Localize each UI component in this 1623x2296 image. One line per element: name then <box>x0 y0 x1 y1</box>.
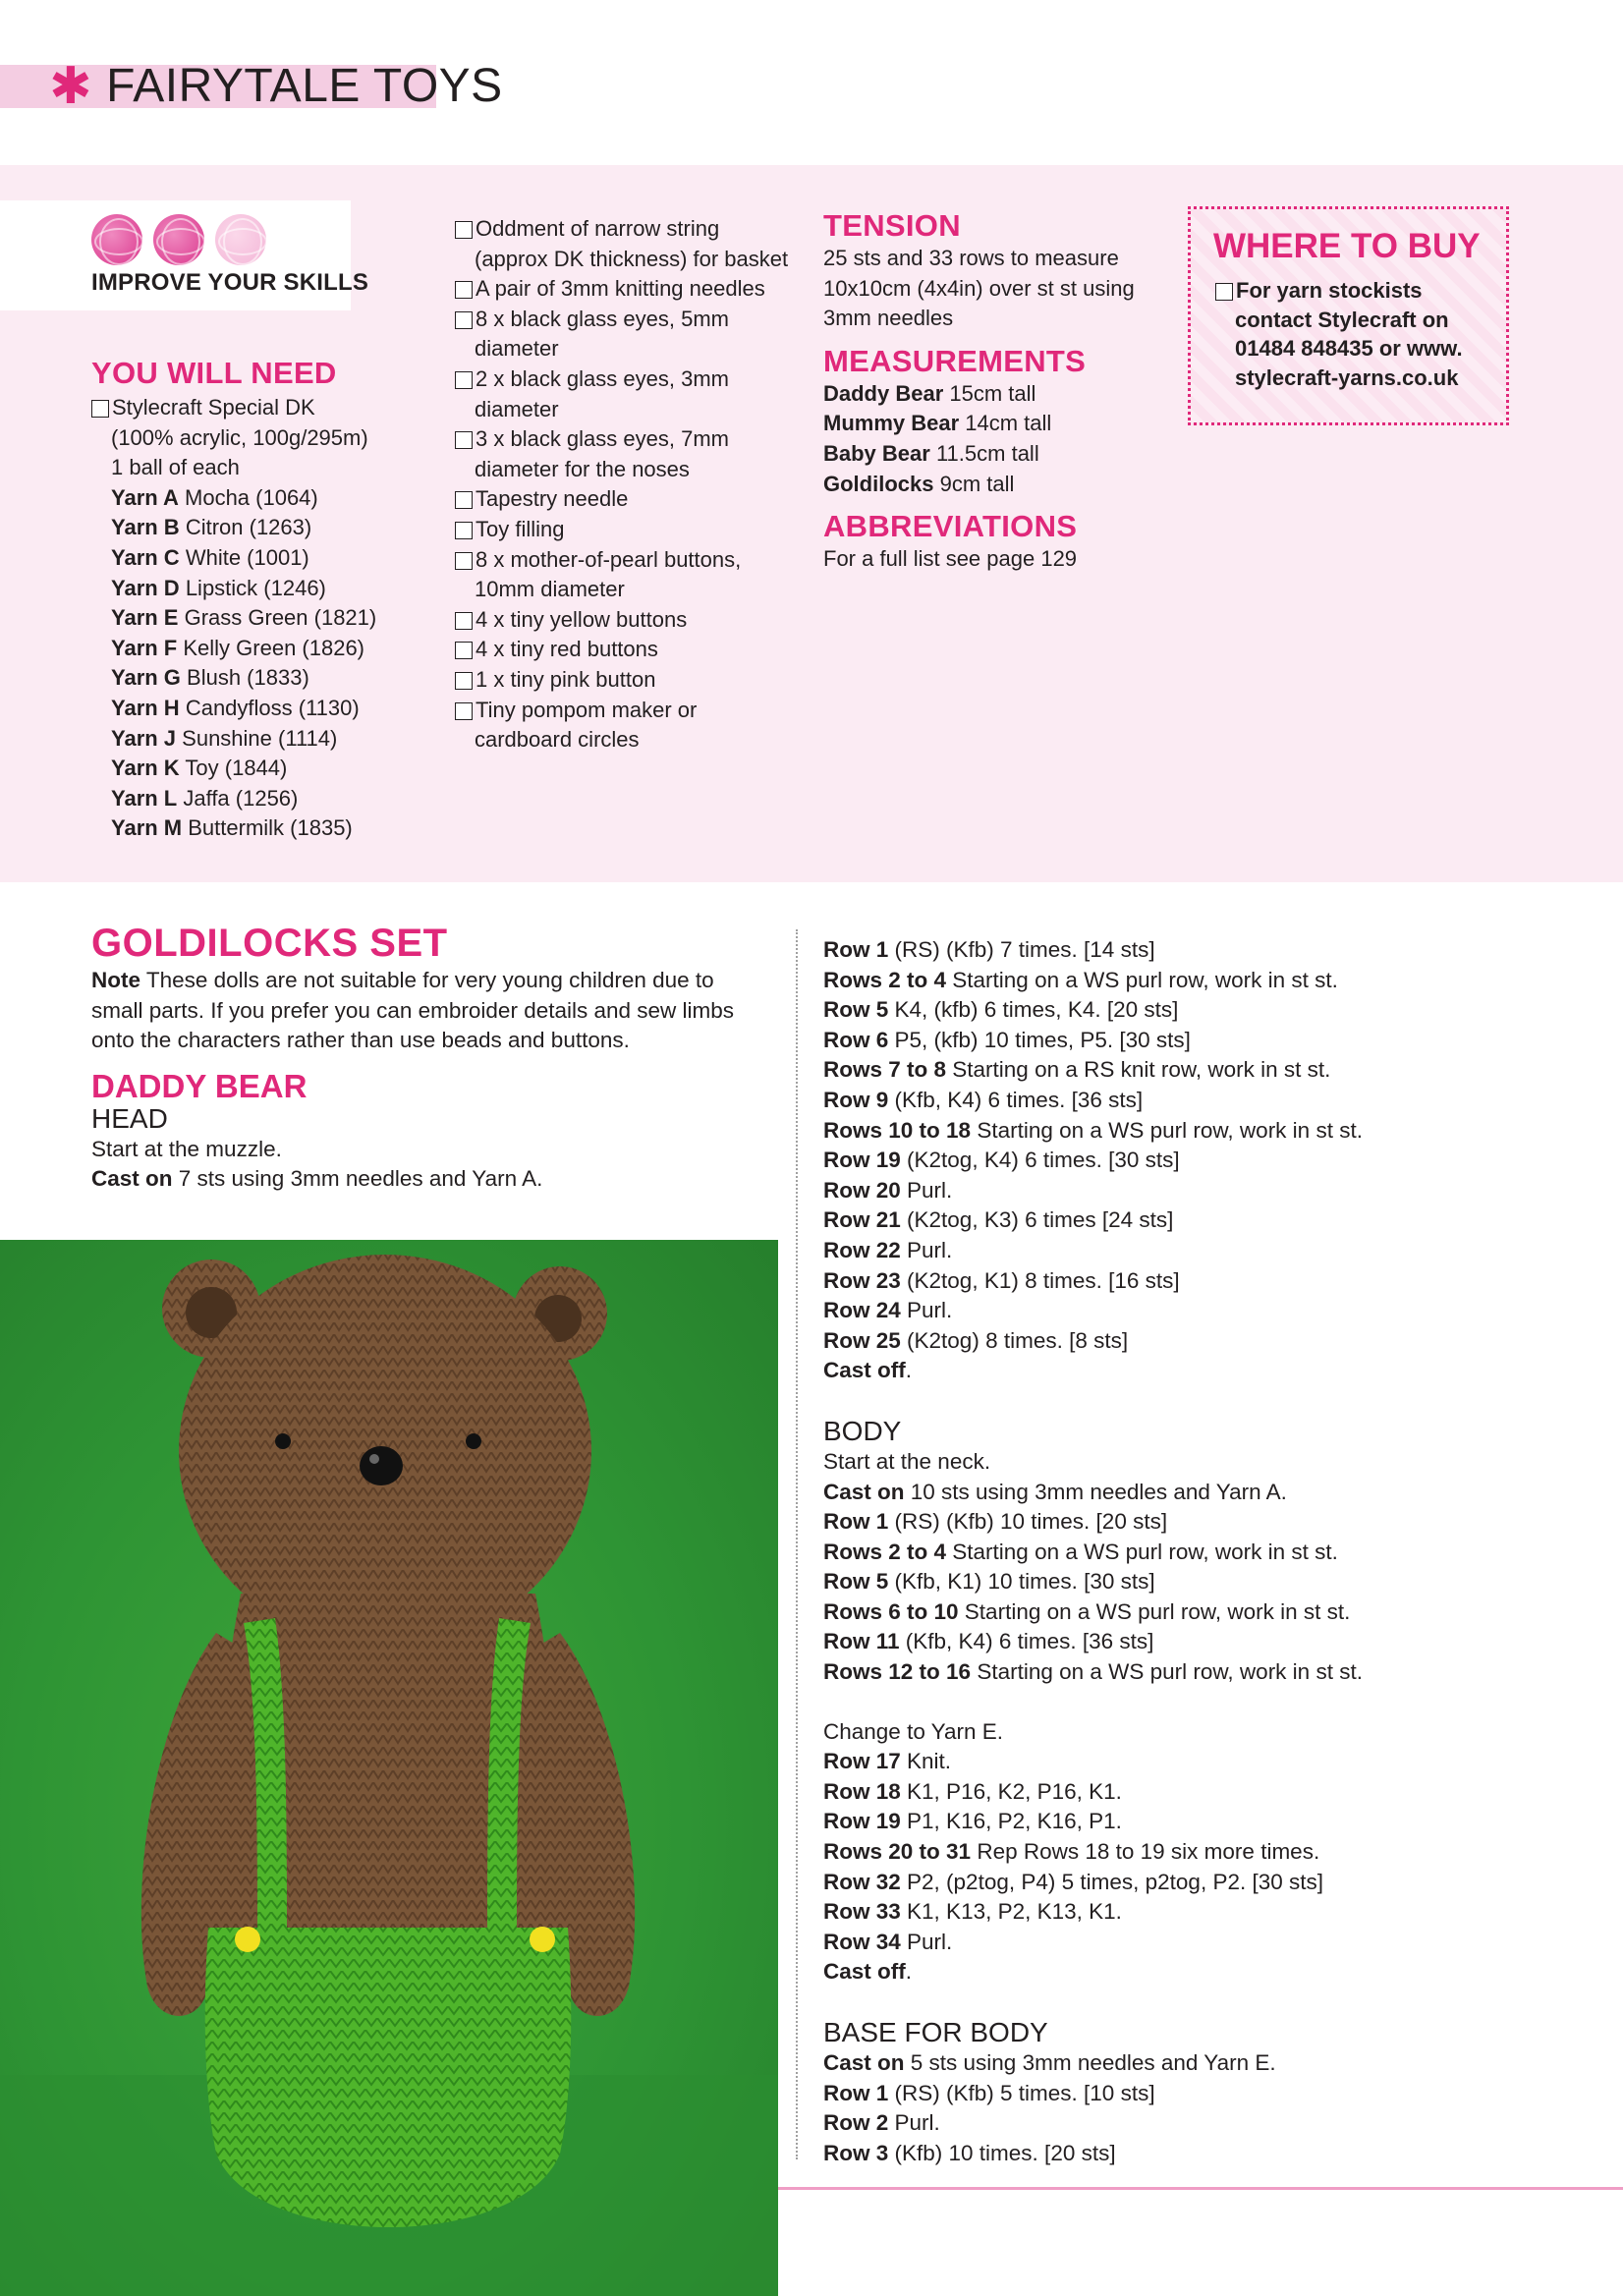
yarn-name: Citron (1263) <box>179 515 312 540</box>
yarn-code: Yarn E <box>111 605 179 631</box>
instruction-row <box>823 1507 1609 1538</box>
yarn-item <box>91 483 425 514</box>
row-label: Rows 6 to 10 <box>823 1598 959 1624</box>
row-text: Starting on a WS purl row, work in st st. <box>946 967 1338 992</box>
yarn-name: Grass Green (1821) <box>178 605 377 631</box>
yarn-code: Yarn D <box>111 575 180 600</box>
yarn-item <box>91 754 425 784</box>
row-label: Rows 12 to 16 <box>823 1659 972 1685</box>
measurement-value: 14cm tall <box>959 411 1052 436</box>
material-text: Tapestry needle <box>476 486 629 512</box>
yarn-item <box>91 603 425 634</box>
checklist-item <box>455 424 789 455</box>
tension-text: 25 sts and 33 rows to measure 10x10cm (4x4in) over st st using 3mm needles <box>823 246 1135 331</box>
checklist-item <box>455 545 789 576</box>
material-text-cont: diameter <box>475 396 559 421</box>
measurement-label: Mummy Bear <box>823 411 960 436</box>
checkbox-icon <box>455 702 473 720</box>
measurement-label: Baby Bear <box>823 440 930 466</box>
instruction-row <box>823 1538 1609 1568</box>
material-text: Tiny pompom maker or <box>476 697 698 722</box>
material-text: 8 x mother-of-pearl buttons, <box>476 546 742 572</box>
measurement-value: 15cm tall <box>943 380 1036 406</box>
pattern-title: GOLDILOCKS SET <box>91 922 448 965</box>
body-intro: Start at the neck. <box>823 1448 991 1474</box>
measurement-item <box>823 379 1157 410</box>
row-text: (Kfb) 10 times. [20 sts] <box>888 2140 1116 2165</box>
row-label: Rows 20 to 31 <box>823 1839 972 1865</box>
yarn-name: Toy (1844) <box>179 756 288 781</box>
instruction-row <box>823 2048 1609 2079</box>
pattern-note: Note These dolls are not suitable for very young children due to small parts. If you prefer you can embroider details and sew limbs onto the characters rather than use beads and buttons. <box>91 968 735 1053</box>
yarn-code: Yarn K <box>111 756 180 781</box>
row-text: K4, (kfb) 6 times, K4. [20 sts] <box>888 997 1179 1023</box>
material-text: 8 x black glass eyes, 5mm <box>476 306 729 331</box>
instruction-row <box>823 1567 1609 1597</box>
material-text-cont: (approx DK thickness) for basket <box>475 246 789 271</box>
row-label: Row 3 <box>823 2140 889 2165</box>
where-to-buy-box <box>1188 206 1509 425</box>
daddy-bear-heading: DADDY BEAR <box>91 1067 308 1104</box>
yarn-code: Yarn M <box>111 815 183 841</box>
yarn-item <box>91 513 425 543</box>
page-title: FAIRYTALE TOYS <box>106 60 503 112</box>
instruction-row <box>823 1296 1609 1326</box>
instruction-row <box>823 1266 1609 1297</box>
checkbox-icon <box>455 642 473 659</box>
row-text: Starting on a RS knit row, work in st st. <box>946 1057 1331 1083</box>
instruction-row <box>823 2139 1609 2169</box>
row-label: Row 34 <box>823 1929 901 1954</box>
checkbox-icon <box>455 672 473 690</box>
instruction-row <box>823 1026 1609 1056</box>
instruction-row <box>823 966 1609 996</box>
measurement-item <box>823 409 1157 439</box>
row-text: (Kfb, K4) 6 times. [36 sts] <box>888 1087 1144 1112</box>
yarn-list: Stylecraft Special DK (100% acrylic, 100g/295m) 1 ball of each Yarn A Mocha (1064) Yarn B Citron (1263) Yarn C White (1001) Yarn D Lipstick (1246) Yarn E Grass Green (1821) Yarn F Kelly Green (1826) Yarn G Blush (1833) Yarn H Candyfloss (1130) Yarn J Sunshine (1114) Yarn K Toy (1844) Yarn L Jaffa (1256) Yarn M Buttermilk (1835) <box>91 393 425 844</box>
row-text: . <box>905 1358 913 1383</box>
yarn-item <box>91 694 425 724</box>
yarn-item <box>91 813 425 844</box>
yarn-name: Jaffa (1256) <box>177 785 299 811</box>
instruction-row <box>823 1928 1609 1958</box>
yarn-code: Yarn B <box>111 515 180 540</box>
checklist-item <box>455 214 789 245</box>
instruction-row <box>823 995 1609 1026</box>
measurements-list <box>823 379 1157 499</box>
row-text: (K2tog) 8 times. [8 sts] <box>900 1327 1129 1353</box>
checklist-item: Stylecraft Special DK <box>91 393 425 423</box>
material-text: A pair of 3mm knitting needles <box>476 276 765 302</box>
checklist-item <box>455 515 789 545</box>
row-text: K1, P16, K2, P16, K1. <box>900 1778 1122 1804</box>
row-label: Row 17 <box>823 1749 901 1774</box>
yarn-name: Blush (1833) <box>180 665 309 691</box>
row-label: Row 11 <box>823 1629 900 1654</box>
abbreviations-text: For a full list see page 129 <box>823 546 1078 572</box>
yarn-name: Candyfloss (1130) <box>179 695 360 720</box>
tension-heading: TENSION <box>823 208 961 243</box>
yarn-item <box>91 634 425 664</box>
row-label: Cast off <box>823 1959 906 1985</box>
instruction-row <box>823 1897 1609 1928</box>
row-text: P1, K16, P2, K16, P1. <box>900 1809 1122 1834</box>
checklist-item <box>455 635 789 665</box>
row-label: Cast on <box>823 2050 905 2075</box>
instruction-row <box>823 1807 1609 1837</box>
measurement-value: 9cm tall <box>933 471 1015 496</box>
row-text: K1, K13, P2, K13, K1. <box>900 1899 1122 1925</box>
yarn-code: Yarn F <box>111 635 178 660</box>
you-will-need-section <box>91 356 425 844</box>
row-label: Cast on <box>823 1479 905 1504</box>
measurement-label: Daddy Bear <box>823 380 944 406</box>
where-to-buy-title: WHERE TO BUY <box>1213 227 1481 265</box>
row-label: Rows 10 to 18 <box>823 1117 972 1143</box>
yarn-rows <box>91 483 425 844</box>
row-text: (RS) (Kfb) 5 times. [10 sts] <box>888 2080 1155 2105</box>
checkbox-icon <box>455 371 473 389</box>
yarn-name: Buttermilk (1835) <box>182 815 353 841</box>
row-text: Starting on a WS purl row, work in st st. <box>958 1598 1351 1624</box>
yarn-name: Mocha (1064) <box>178 484 318 510</box>
abbreviations-heading: ABBREVIATIONS <box>823 509 1078 544</box>
yarn-code: Yarn G <box>111 665 181 691</box>
row-label: Row 33 <box>823 1899 901 1925</box>
instruction-row <box>823 1657 1609 1688</box>
body-rows <box>823 1478 1609 1688</box>
instruction-row <box>823 1116 1609 1147</box>
yarn-name: Lipstick (1246) <box>179 575 326 600</box>
instruction-row <box>823 1055 1609 1086</box>
column-divider <box>796 929 798 2159</box>
row-text: (RS) (Kfb) 10 times. [20 sts] <box>888 1509 1168 1535</box>
row-label: Row 9 <box>823 1087 889 1112</box>
checkbox-icon <box>455 491 473 509</box>
pattern-instructions <box>823 935 1609 2168</box>
row-label: Row 18 <box>823 1778 901 1804</box>
yarn-name: Sunshine (1114) <box>176 725 338 751</box>
yarn-code: Yarn C <box>111 544 180 570</box>
row-text: 5 sts using 3mm needles and Yarn E. <box>904 2050 1276 2075</box>
head-rows <box>823 935 1609 1386</box>
instruction-row <box>823 1868 1609 1898</box>
checkbox-icon <box>91 400 109 418</box>
checklist-item <box>455 696 789 726</box>
yarn-ball-icon-empty <box>215 214 266 265</box>
row-text: Starting on a WS purl row, work in st st. <box>971 1117 1363 1143</box>
material-text: 2 x black glass eyes, 3mm <box>476 365 729 391</box>
instruction-row <box>823 1086 1609 1116</box>
checklist-item <box>455 274 789 305</box>
row-label: Row 19 <box>823 1809 901 1834</box>
instruction-row <box>823 1205 1609 1236</box>
checkbox-icon <box>455 281 473 299</box>
section-header <box>49 59 503 113</box>
instruction-row <box>823 1478 1609 1508</box>
checkbox-icon <box>1215 283 1233 301</box>
yarn-name: Kelly Green (1826) <box>177 635 365 660</box>
instruction-row <box>823 1747 1609 1777</box>
materials-list <box>455 214 789 756</box>
footer-rule <box>778 2187 1623 2190</box>
row-text: Starting on a WS purl row, work in st st. <box>946 1539 1338 1564</box>
yarn-item <box>91 543 425 574</box>
row-label: Rows 2 to 4 <box>823 1539 947 1564</box>
row-label: Row 5 <box>823 1569 889 1595</box>
row-label: Row 5 <box>823 997 889 1023</box>
row-text: (K2tog, K3) 6 times [24 sts] <box>900 1207 1174 1233</box>
instruction-row <box>823 1597 1609 1628</box>
checklist-item <box>455 305 789 335</box>
base-heading: BASE FOR BODY <box>823 2017 1048 2047</box>
instruction-row <box>823 2108 1609 2139</box>
material-text-cont: diameter for the noses <box>475 456 690 481</box>
instruction-row <box>823 1837 1609 1868</box>
measurement-label: Goldilocks <box>823 471 934 496</box>
you-will-need-heading: YOU WILL NEED <box>91 356 337 390</box>
row-text: (Kfb, K4) 6 times. [36 sts] <box>899 1629 1154 1654</box>
material-text-cont: 10mm diameter <box>475 577 625 602</box>
yarn-item <box>91 724 425 755</box>
row-label: Row 2 <box>823 2110 889 2136</box>
row-text: . <box>905 1959 913 1985</box>
row-text: (K2tog, K1) 8 times. [16 sts] <box>900 1267 1180 1293</box>
yarn-code: Yarn A <box>111 484 179 510</box>
yarn-item <box>91 663 425 694</box>
instruction-row <box>823 1176 1609 1206</box>
material-text: Toy filling <box>476 516 565 541</box>
instruction-row <box>823 935 1609 966</box>
row-label: Row 24 <box>823 1298 901 1323</box>
row-text: P2, (p2tog, P4) 5 times, p2tog, P2. [30 sts] <box>900 1869 1324 1894</box>
checkbox-icon <box>455 311 473 329</box>
knitted-bear-illustration <box>0 1240 778 2296</box>
measurement-item <box>823 439 1157 470</box>
yarn-name: White (1001) <box>179 544 309 570</box>
measurement-item <box>823 470 1157 500</box>
bear-nose <box>360 1446 403 1485</box>
row-text: (K2tog, K4) 6 times. [30 sts] <box>900 1148 1180 1173</box>
yarn-code: Yarn L <box>111 785 178 811</box>
checklist-item <box>455 364 789 395</box>
head-heading: HEAD <box>91 1102 168 1134</box>
material-text: 1 x tiny pink button <box>476 666 656 692</box>
row-text: Rep Rows 18 to 19 six more times. <box>971 1839 1320 1865</box>
material-text-cont: cardboard circles <box>475 727 640 753</box>
checklist-item <box>455 605 789 636</box>
row-text: Knit. <box>900 1749 952 1774</box>
yarn-code: Yarn H <box>111 695 180 720</box>
material-text: 3 x black glass eyes, 7mm <box>476 426 729 452</box>
yarn-ball-icon-filled <box>91 214 142 265</box>
pattern-intro <box>91 922 779 1195</box>
skills-label: IMPROVE YOUR SKILLS <box>91 269 369 296</box>
row-label: Row 22 <box>823 1237 901 1262</box>
material-text: 4 x tiny yellow buttons <box>476 606 688 632</box>
yarn-item <box>91 784 425 814</box>
material-text: Oddment of narrow string <box>476 216 720 241</box>
button-left <box>235 1927 260 1952</box>
instruction-row <box>823 1236 1609 1266</box>
material-text: 4 x tiny red buttons <box>476 637 658 662</box>
instruction-row <box>823 1957 1609 1988</box>
head-intro: Start at the muzzle. <box>91 1136 282 1161</box>
row-text: P5, (kfb) 10 times, P5. [30 sts] <box>888 1027 1191 1052</box>
checkbox-icon <box>455 612 473 630</box>
row-label: Row 1 <box>823 2080 889 2105</box>
instruction-row <box>823 1627 1609 1657</box>
row-label: Row 32 <box>823 1869 901 1894</box>
asterisk-flower-icon: ✱ <box>49 57 93 115</box>
measurement-value: 11.5cm tall <box>929 440 1039 466</box>
body-heading: BODY <box>823 1415 902 1446</box>
row-label: Row 6 <box>823 1027 889 1052</box>
checkbox-icon <box>455 431 473 449</box>
base-rows <box>823 2048 1609 2168</box>
measurements-heading: MEASUREMENTS <box>823 343 1087 378</box>
row-label: Rows 2 to 4 <box>823 967 947 992</box>
row-label: Row 1 <box>823 1509 889 1535</box>
button-right <box>530 1927 555 1952</box>
bear-overalls <box>205 1928 572 2227</box>
row-text: Purl. <box>900 1237 953 1262</box>
row-label: Rows 7 to 8 <box>823 1057 947 1083</box>
row-text: (RS) (Kfb) 7 times. [14 sts] <box>888 937 1155 962</box>
row-text: Starting on a WS purl row, work in st st. <box>971 1659 1363 1685</box>
change-yarn: Change to Yarn E. <box>823 1718 1004 1744</box>
instruction-row <box>823 1356 1609 1386</box>
yarn-ball-icon-filled <box>153 214 204 265</box>
row-text: Purl. <box>900 1298 953 1323</box>
body-rows-2 <box>823 1747 1609 1988</box>
row-text: Purl. <box>900 1177 953 1203</box>
row-label: Row 23 <box>823 1267 901 1293</box>
row-label: Row 25 <box>823 1327 901 1353</box>
instruction-row <box>823 1777 1609 1808</box>
row-text: (Kfb, K1) 10 times. [30 sts] <box>888 1569 1155 1595</box>
instruction-row <box>823 2079 1609 2109</box>
checklist-item <box>455 484 789 515</box>
checkbox-icon <box>455 552 473 570</box>
yarn-item <box>91 574 425 604</box>
checkbox-icon <box>455 522 473 539</box>
row-label: Row 20 <box>823 1177 901 1203</box>
material-text-cont: diameter <box>475 336 559 362</box>
row-label: Row 19 <box>823 1148 901 1173</box>
row-label: Row 21 <box>823 1207 901 1233</box>
row-text: Purl. <box>888 2110 940 2136</box>
row-text: Purl. <box>900 1929 953 1954</box>
row-label: Cast off <box>823 1358 906 1383</box>
checklist-item <box>455 665 789 696</box>
instruction-row <box>823 1326 1609 1357</box>
instruction-row <box>823 1146 1609 1176</box>
row-text: 10 sts using 3mm needles and Yarn A. <box>904 1479 1287 1504</box>
row-label: Row 1 <box>823 937 889 962</box>
daddy-bear-photo <box>0 1240 778 2296</box>
yarn-code: Yarn J <box>111 725 177 751</box>
checkbox-icon <box>455 221 473 239</box>
specs-column <box>823 208 1157 575</box>
where-to-buy-text: For yarn stockists contact Stylecraft on 01484 848435 or www. stylecraft-yarns.co.uk <box>1215 276 1500 392</box>
head-cast-on: Cast on 7 sts using 3mm needles and Yarn A. <box>91 1166 543 1192</box>
